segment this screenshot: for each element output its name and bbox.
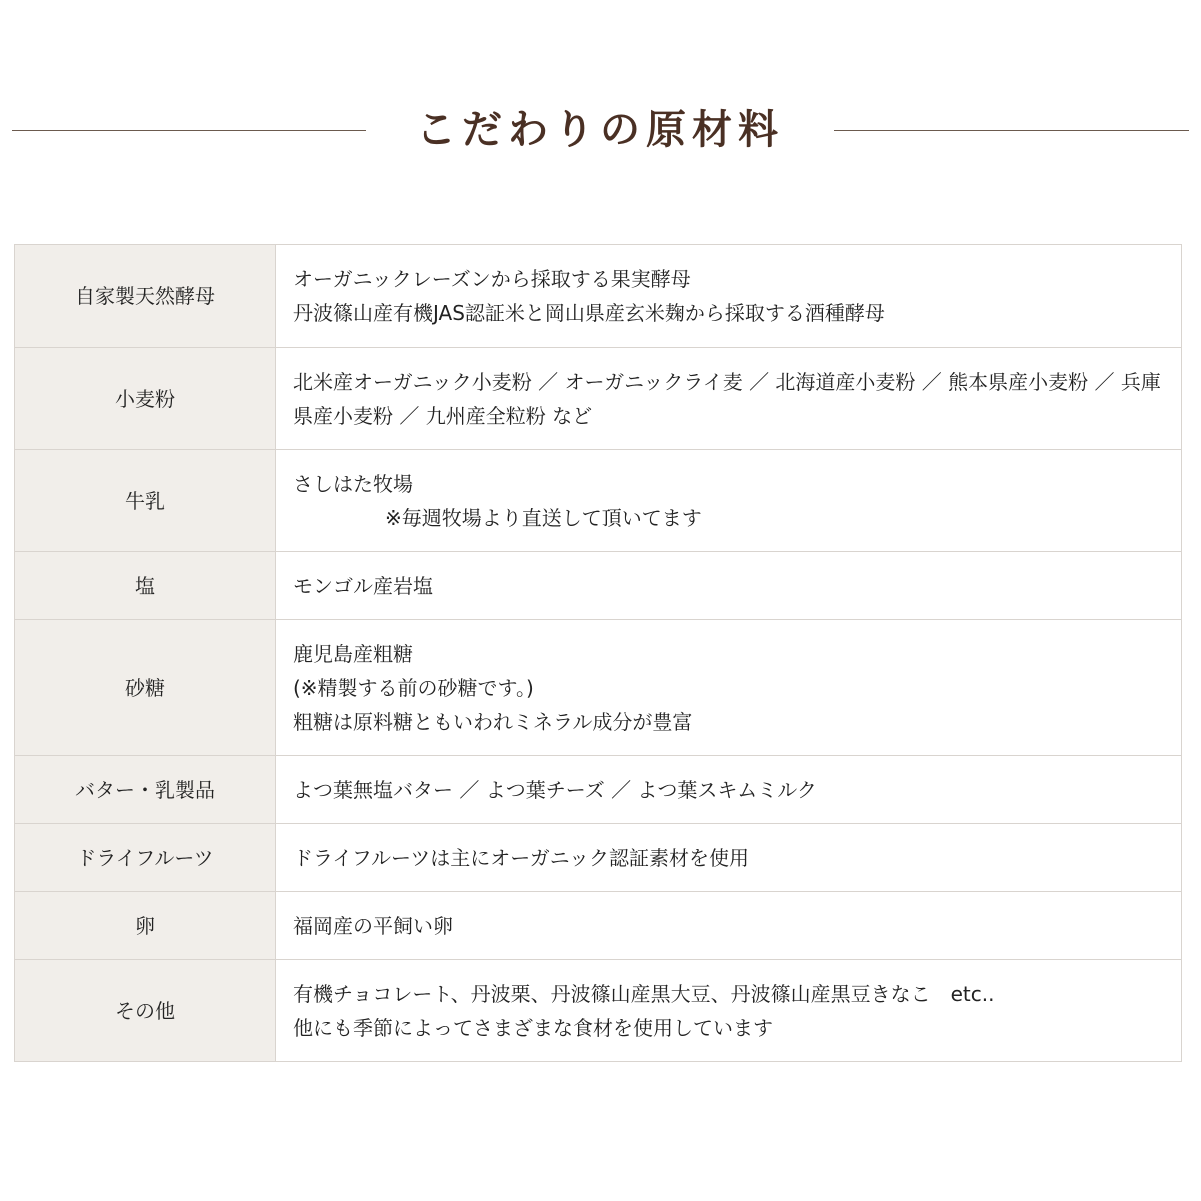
- value-line: 他にも季節によってさまざまな食材を使用しています: [293, 1015, 773, 1040]
- table-row: [15, 348, 1182, 450]
- value-line: 福岡産の平飼い卵: [293, 913, 453, 938]
- row-label: 砂糖: [15, 620, 276, 756]
- value-line: ※毎週牧場より直送して頂いてます: [385, 505, 702, 530]
- row-label: 牛乳: [15, 450, 276, 552]
- row-value: [276, 245, 1182, 348]
- row-label: 小麦粉: [15, 348, 276, 450]
- value-line: (※精製する前の砂糖です。): [293, 675, 534, 700]
- row-label: 卵: [15, 892, 276, 960]
- table-row: [15, 960, 1182, 1062]
- value-line: ドライフルーツは主にオーガニック認証素材を使用: [293, 845, 749, 870]
- table-row: [15, 620, 1182, 756]
- value-line: よつ葉無塩バター ／ よつ葉チーズ ／ よつ葉スキムミルク: [293, 777, 817, 802]
- row-value: [276, 450, 1182, 552]
- table-row: [15, 450, 1182, 552]
- row-value: [276, 348, 1182, 450]
- table-row: [15, 892, 1182, 960]
- row-label: 自家製天然酵母: [15, 245, 276, 348]
- row-label: バター・乳製品: [15, 756, 276, 824]
- value-line: 丹波篠山産有機JAS認証米と岡山県産玄米麹から採取する酒種酵母: [293, 301, 885, 325]
- value-line: 有機チョコレート、丹波栗、丹波篠山産黒大豆、丹波篠山産黒豆きなこ etc..: [293, 981, 995, 1006]
- ingredients-table: [14, 244, 1182, 1062]
- page-title: こだわりの原材料: [416, 106, 784, 153]
- header-divider-right: [834, 130, 1189, 131]
- row-value: [276, 756, 1182, 824]
- value-line: 鹿児島産粗糖: [293, 641, 413, 666]
- table-row: [15, 756, 1182, 824]
- row-value: [276, 892, 1182, 960]
- header-divider-left: [12, 130, 366, 131]
- table-row: [15, 245, 1182, 348]
- value-line: モンゴル産岩塩: [293, 573, 433, 598]
- row-value: [276, 620, 1182, 756]
- row-value: [276, 960, 1182, 1062]
- row-value: [276, 552, 1182, 620]
- value-line: オーガニックレーズンから採取する果実酵母: [293, 267, 691, 291]
- row-label: その他: [15, 960, 276, 1062]
- value-line: 粗糖は原料糖ともいわれミネラル成分が豊富: [293, 709, 693, 734]
- table-row: [15, 552, 1182, 620]
- value-line: 北米産オーガニック小麦粉 ／ オーガニックライ麦 ／ 北海道産小麦粉 ／ 熊本県産小麦粉 ／ 兵庫県産小麦粉 ／ 九州産全粒粉 など: [293, 369, 1161, 428]
- row-label: 塩: [15, 552, 276, 620]
- table-row: [15, 824, 1182, 892]
- row-value: [276, 824, 1182, 892]
- section-header: [0, 96, 1201, 168]
- row-label: ドライフルーツ: [15, 824, 276, 892]
- value-line: さしはた牧場: [293, 471, 413, 496]
